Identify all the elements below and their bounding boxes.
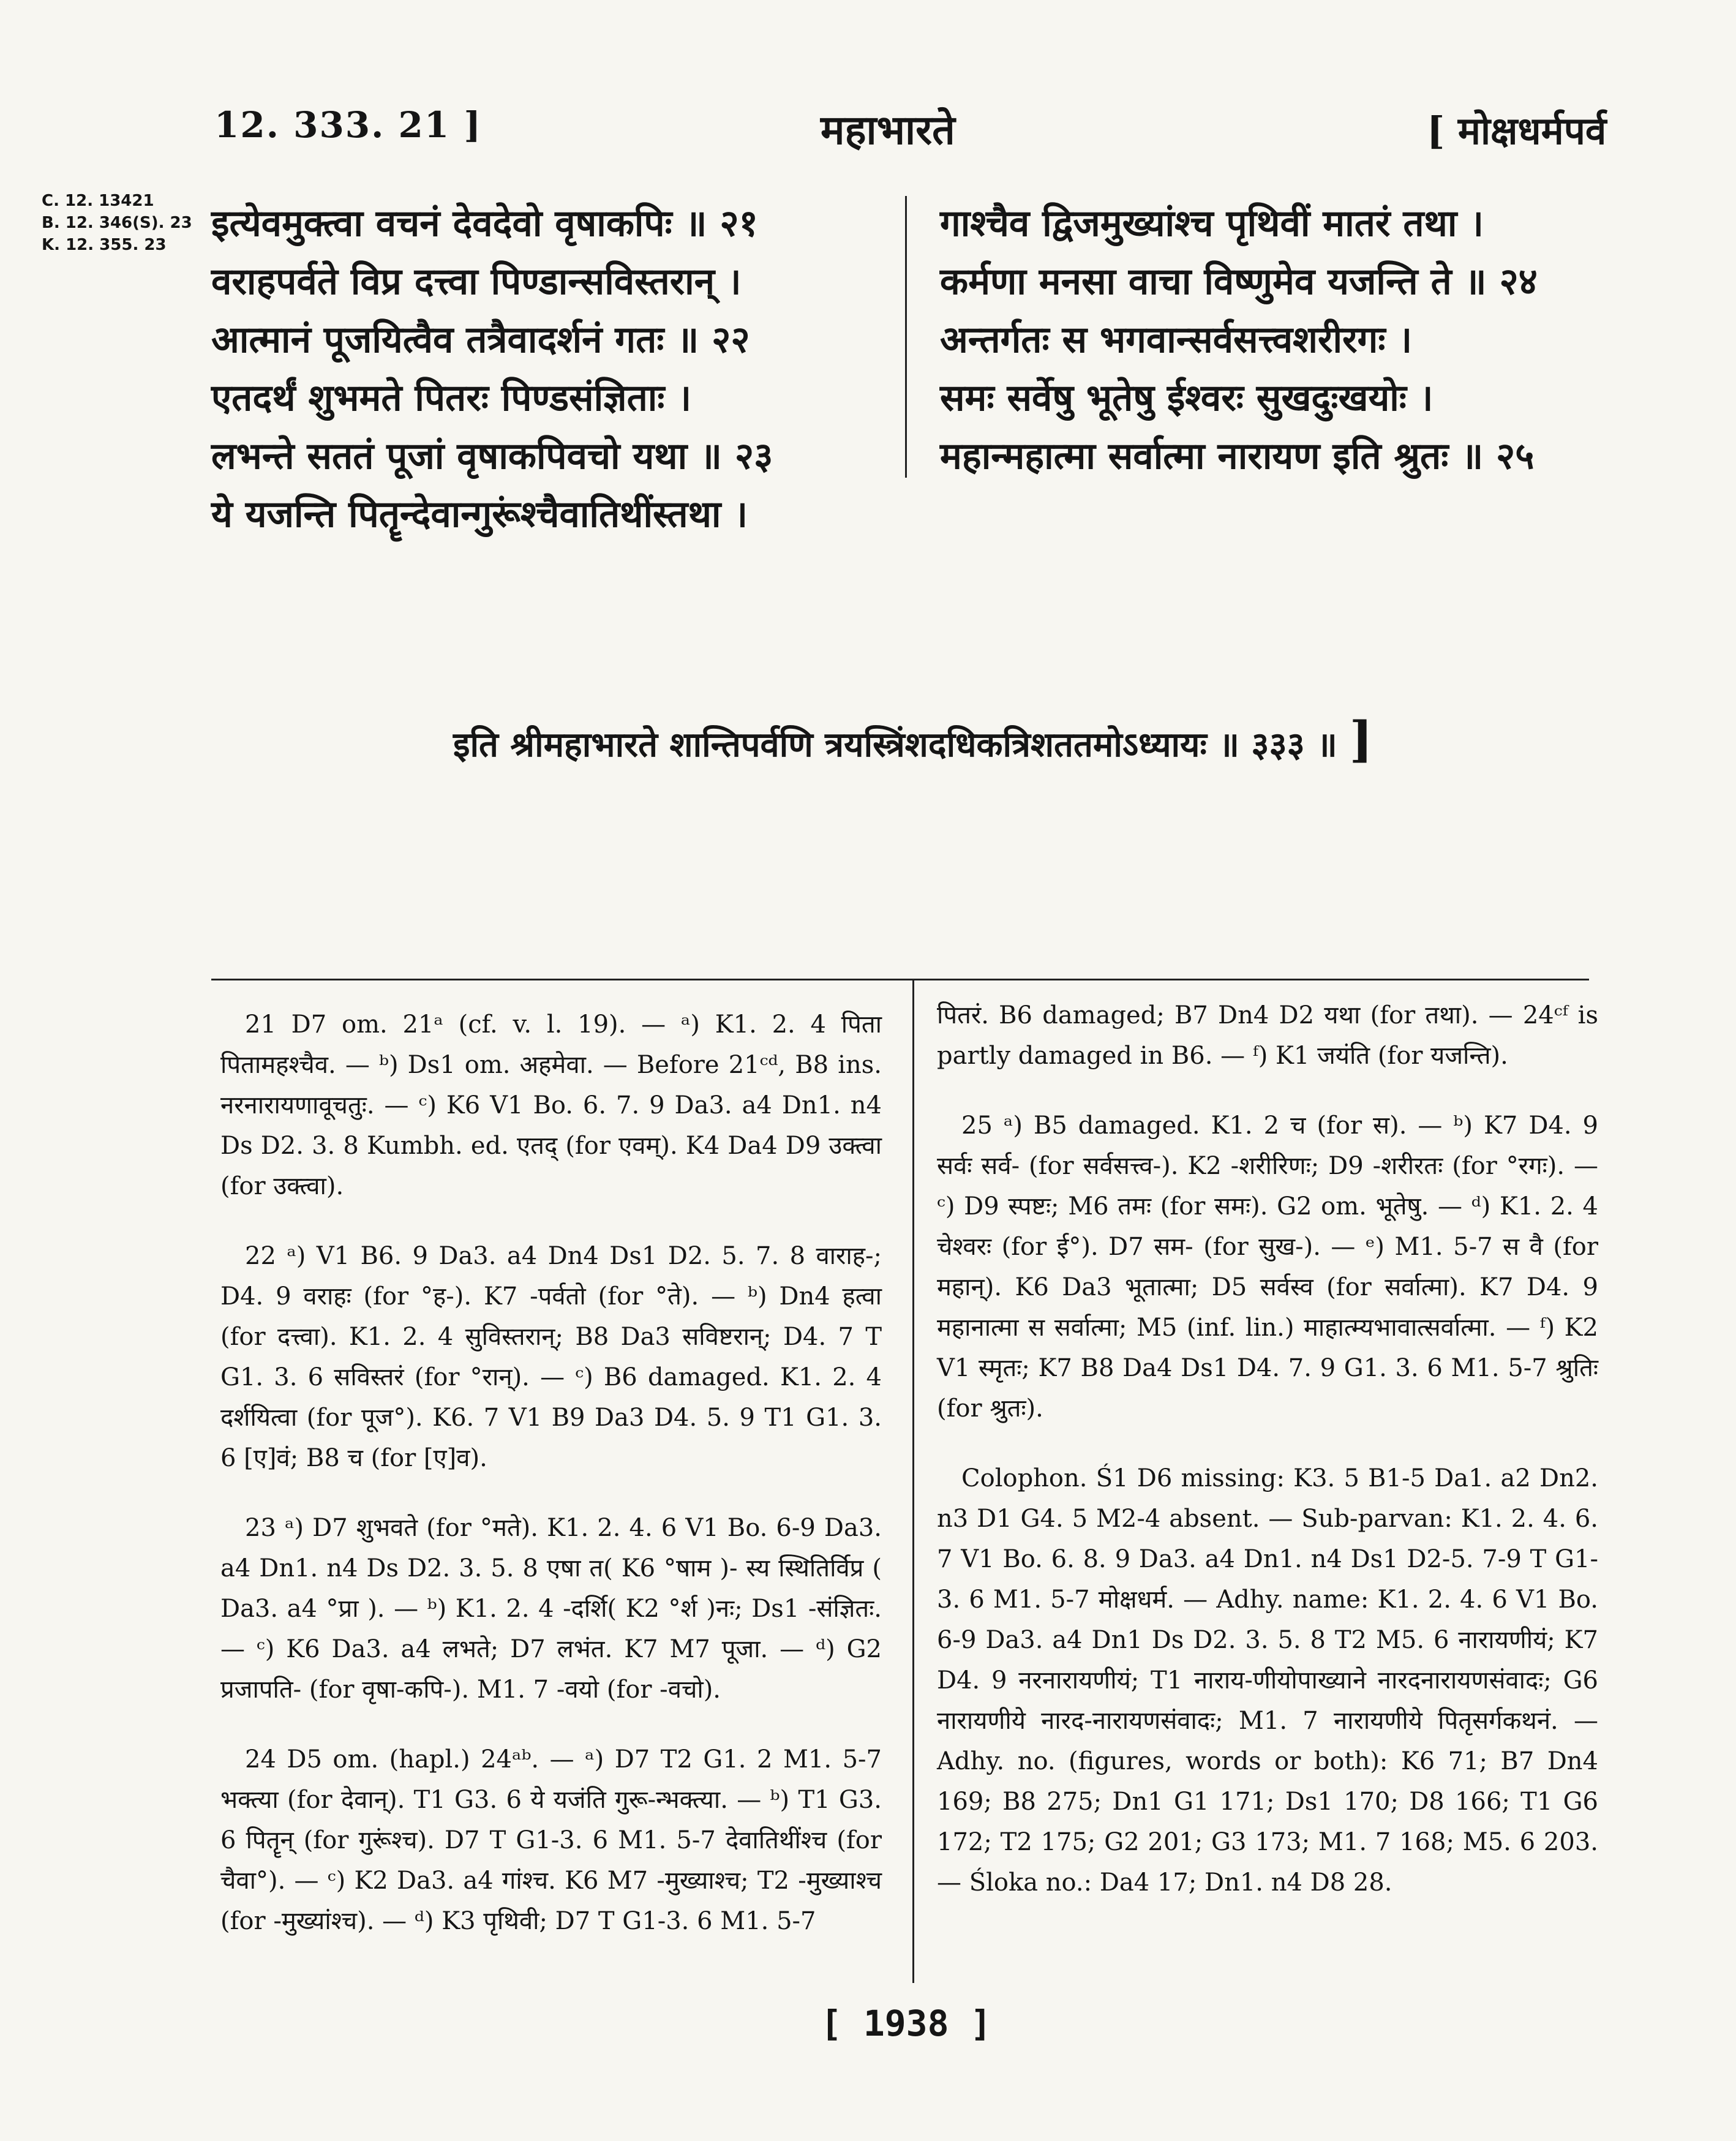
- apparatus-note-24-cont: पितरं. B6 damaged; B7 Dn4 D2 यथा (for तथा). — 24ᶜᶠ is partly damaged in B6. — ᶠ) K1 जयंति (for यजन्ति).: [937, 1001, 1598, 1070]
- apparatus-top-rule: [211, 979, 1589, 980]
- apparatus-note-23: 23 ᵃ) D7 शुभवते (for °मते). K1. 2. 4. 6 V1 Bo. 6-9 Da3. a4 Dn1. n4 Ds D2. 3. 5. 8 एषा त( K6 °षाम )- स्य स्थितिर्विप्र ( Da3. a4 °प्रा ). — ᵇ) K1. 2. 4 -दर्शि( K2 °र्श )नः; Ds1 -संज्ञितः. — ᶜ) K6 Da3. a4 लभते; D7 लभंत. K7 M7 पूजा. — ᵈ) G2 प्रजापति- (for वृषा-कपि-). M1. 7 -वयो (for -वचो).: [220, 1514, 882, 1704]
- apparatus-column-left: [220, 1004, 882, 1971]
- verse-line: समः सर्वेषु भूतेषु ईश्वरः सुखदुःखयोः ।: [940, 377, 1434, 420]
- apparatus-note-21: 21 D7 om. 21ᵃ (cf. v. l. 19). — ᵃ) K1. 2. 4 पिता पितामहश्चैव. — ᵇ) Ds1 om. अहमेवा. — Before 21ᶜᵈ, B8 ins. नरनारायणावूचतुः. — ᶜ) K6 V1 Bo. 6. 7. 9 Da3. a4 Dn1. n4 Ds D2. 3. 8 Kumbh. ed. एतद् (for एवम्). K4 Da4 D9 उक्त्वा (for उक्त्वा).: [220, 1010, 882, 1200]
- verse-line: वराहपर्वते विप्र दत्त्वा पिण्डान्सविस्तरान् ।: [211, 260, 742, 303]
- concordance-c: C. 12. 13421: [42, 192, 154, 210]
- apparatus-column-divider: [912, 979, 914, 1983]
- page-reference: 12. 333. 21 ]: [214, 104, 482, 146]
- colophon-text: इति श्रीमहाभारते शान्तिपर्वणि त्रयस्त्रिंशदधिकत्रिशततमोऽध्यायः ॥ ३३३ ॥: [453, 724, 1337, 765]
- apparatus-note-24: 24 D5 om. (hapl.) 24ᵃᵇ. — ᵃ) D7 T2 G1. 2 M1. 5-7 भक्त्या (for देवान्). T1 G3. 6 ये यजंति गुरू-न्भक्त्या. — ᵇ) T1 G3. 6 पितॄन् (for गुरूंश्च). D7 T G1-3. 6 M1. 5-7 देवातिथींश्च (for चैवा°). — ᶜ) K2 Da3. a4 गांश्च. K6 M7 -मुख्याश्च; T2 -मुख्याश्च (for -मुख्यांश्च). — ᵈ) K3 पृथिवी; D7 T G1-3. 6 M1. 5-7: [220, 1745, 882, 1935]
- running-title: महाभारते: [821, 106, 955, 154]
- apparatus-note-22: 22 ᵃ) V1 B6. 9 Da3. a4 Dn4 Ds1 D2. 5. 7. 8 वाराह-; D4. 9 वराहः (for °ह-). K7 -पर्वतो (for °ते). — ᵇ) Dn4 हत्वा (for दत्त्वा). K1. 2. 4 सुविस्तरान्; B8 Da3 सविष्टरान्; D4. 7 T G1. 3. 6 सविस्तरं (for °रान्). — ᶜ) B6 damaged. K1. 2. 4 दर्शयित्वा (for पूज°). K6. 7 V1 B9 Da3 D4. 5. 9 T1 G1. 3. 6 [ए]वं; B8 च (for [ए]व).: [220, 1242, 882, 1472]
- apparatus-note-colophon: Colophon. Ś1 D6 missing: K3. 5 B1-5 Da1. a2 Dn2. n3 D1 G4. 5 M2-4 absent. — Sub-parvan: K1. 2. 4. 6. 7 V1 Bo. 6. 8. 9 Da3. a4 Dn1. n4 Ds1 D2-5. 7-9 T G1-3. 6 M1. 5-7 मोक्षधर्म. — Adhy. name: K1. 2. 4. 6 V1 Bo. 6-9 Da3. a4 Dn1 Ds D2. 3. 5. 8 T2 M5. 6 नारायणीयं; K7 D4. 9 नरनारायणीयं; T1 नाराय-णीयोपाख्याने नारदनारायणसंवादः; G6 नारायणीये नारद-नारायणसंवादः; M1. 7 नारायणीये पितृसर्गकथनं. — Adhy. no. (figures, words or both): K6 71; B7 Dn4 169; B8 275; Dn1 G1 171; Ds1 170; D8 166; T1 G6 172; T2 175; G2 201; G3 173; M1. 7 168; M5. 6 203. — Śloka no.: Da4 17; Dn1. n4 D8 28.: [937, 1464, 1598, 1897]
- verse-line: अन्तर्गतः स भगवान्सर्वसत्त्वशरीरगः ।: [940, 318, 1413, 361]
- chapter-colophon: [453, 710, 1373, 768]
- page-number: [ 1938 ]: [821, 2003, 992, 2044]
- section-title: [ मोक्षधर्मपर्व: [1427, 108, 1607, 153]
- concordance-k: K. 12. 355. 23: [42, 236, 167, 254]
- verse-line: महान्महात्मा सर्वात्मा नारायण इति श्रुतः ॥ २५: [940, 435, 1535, 478]
- verse-line: कर्मणा मनसा वाचा विष्णुमेव यजन्ति ते ॥ २४: [940, 260, 1538, 303]
- verse-line: गाश्चैव द्विजमुख्यांश्च पृथिवीं मातरं तथा ।: [940, 202, 1484, 245]
- verse-line: आत्मानं पूजयित्वैव तत्रैवादर्शनं गतः ॥ २२: [211, 318, 750, 361]
- colophon-bracket: ]: [1349, 710, 1373, 768]
- verse-line: लभन्ते सततं पूजां वृषाकपिवचो यथा ॥ २३: [211, 435, 773, 478]
- verse-line: इत्येवमुक्त्वा वचनं देवदेवो वृषाकपिः ॥ २१: [211, 202, 758, 245]
- concordance-b: B. 12. 346(S). 23: [42, 214, 192, 232]
- verse-column-left: [211, 195, 773, 544]
- verse-line: ये यजन्ति पितॄन्देवान्गुरूंश्चैवातिथींस्तथा ।: [211, 493, 748, 536]
- concordance-references: [42, 190, 192, 256]
- apparatus-note-25: 25 ᵃ) B5 damaged. K1. 2 च (for स). — ᵇ) K7 D4. 9 सर्वः सर्व- (for सर्वसत्त्व-). K2 -शरीरिणः; D9 -शरीरतः (for °रगः). — ᶜ) D9 स्पष्टः; M6 तमः (for समः). G2 om. भूतेषु. — ᵈ) K1. 2. 4 चेश्वरः (for ई°). D7 सम- (for सुख-). — ᵉ) M1. 5-7 स वै (for महान्). K6 Da3 भूतात्मा; D5 सर्वस्व (for सर्वात्मा). K7 D4. 9 महानात्मा स सर्वात्मा; M5 (inf. lin.) माहात्म्यभावात्सर्वात्मा. — ᶠ) K2 V1 स्मृतः; K7 B8 Da4 Ds1 D4. 7. 9 G1. 3. 6 M1. 5-7 श्रुतिः (for श्रुतः).: [937, 1112, 1598, 1423]
- verse-column-divider: [905, 196, 907, 478]
- apparatus-column-right: [937, 995, 1598, 1932]
- verse-column-right: [940, 195, 1538, 486]
- verse-line: एतदर्थं शुभमते पितरः पिण्डसंज्ञिताः ।: [211, 377, 692, 420]
